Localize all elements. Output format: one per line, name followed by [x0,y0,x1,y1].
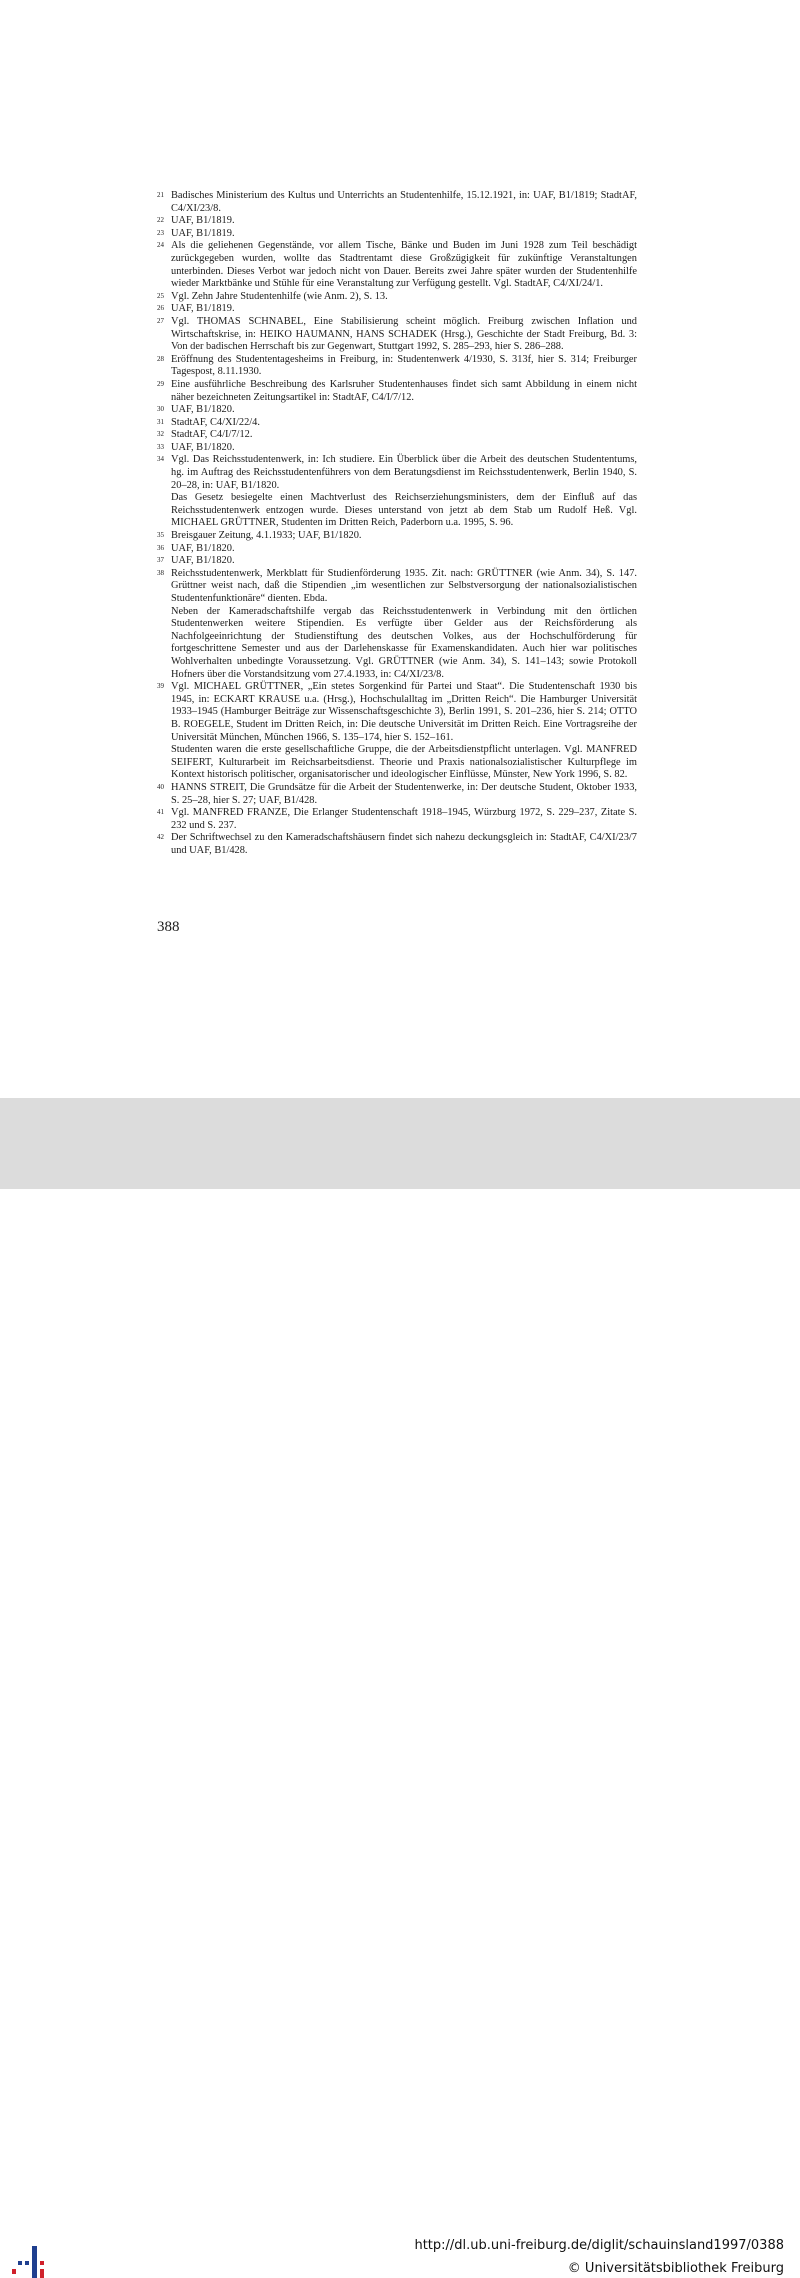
copyright-text: © Universitätsbibliothek Freiburg [567,2261,784,2276]
footnote-number: 28 [157,354,164,363]
footnote-number: 34 [157,455,164,464]
footnote [157,354,637,379]
footnote-number: 22 [157,216,164,225]
footnote-number: 26 [157,304,164,313]
footnote-number: 36 [157,543,164,552]
footnote [157,555,637,568]
footnote-text: UAF, B1/1820. [171,555,235,567]
footnote-number: 42 [157,833,164,842]
viewer-footer-bar [0,1098,800,2276]
footnote-number: 41 [157,808,164,817]
footnote [157,782,637,807]
footnote-text: Vgl. Zehn Jahre Studentenhilfe (wie Anm. 2), S. 13. [171,290,388,302]
footnote-number: 32 [157,430,164,439]
footnote [157,417,637,430]
footnote [157,429,637,442]
footnote-number: 23 [157,228,164,237]
footnote [157,316,637,354]
footnote-number: 40 [157,782,164,791]
footnote-text: UAF, B1/1819. [171,215,235,227]
footnote-text: UAF, B1/1819. [171,303,235,315]
footnote [157,807,637,832]
footnote [157,215,637,228]
footnote [157,404,637,417]
footnote [157,543,637,556]
footnote-text: Vgl. THOMAS SCHNABEL, Eine Stabilisierung scheint möglich. Freiburg zwischen Inflation und Wirtschaftskrise, in: HEIKO HAUMANN, HANS SCHADEK (Hrsg.), Geschichte der Stadt Freiburg, Bd. 3: Von der badischen Herrschaft bis zur Gegenwart, Stuttgart 1992, S. 285–293, hier S. 286–288. [171,315,637,353]
footnote-text: Der Schriftwechsel zu den Kameradschaftshäusern findet sich nahezu deckungsgleich in: StadtAF, C4/XI/23/7 und UAF, B1/428. [171,832,637,856]
footnote-text: Eine ausführliche Beschreibung des Karlsruher Studentenhauses findet sich samt Abbildung in einem nicht näher bezeichneten Zeitungsartikel in: StadtAF, C4/I/7/12. [171,378,637,403]
footnote-number: 24 [157,241,164,250]
document-url-link[interactable]: http://dl.ub.uni-freiburg.de/diglit/schauinsland1997/0388 [414,2238,784,2253]
footnote-text: Reichsstudentenwerk, Merkblatt für Studienförderung 1935. Zit. nach: GRÜTTNER (wie Anm. 34), S. 147. Grüttner weist nach, daß die Stipendien „im wesentlichen zur Selbstversorgung der nationalsozialistischen Studentenfunktionäre“ dienten. Ebda. [171,567,637,604]
footnote-text: HANNS STREIT, Die Grundsätze für die Arbeit der Studentenwerke, in: Der deutsche Student, Oktober 1933, S. 25–28, hier S. 27; UAF, B1/428. [171,781,637,806]
footnote [157,303,637,316]
footnote [157,442,637,455]
footnote-number: 30 [157,405,164,414]
footnote [157,190,637,215]
footnote-number: 29 [157,379,164,388]
footnote-number: 39 [157,682,164,691]
footnote [157,681,637,782]
footnote-text: Studenten waren die erste gesellschaftliche Gruppe, die der Arbeitsdienstpflicht unterlagen. Vgl. MANFRED SEIFERT, Kulturarbeit im Reichsarbeitsdienst. Theorie und Praxis nationalsozialistischer Kulturpflege im Kontext historisch politischer, organisatorischer und ideologischer Einflüsse, Münster, New York 1996, S. 82. [171,744,637,781]
footnote-number: 33 [157,442,164,451]
footnote-text: Vgl. MANFRED FRANZE, Die Erlanger Studentenschaft 1918–1945, Würzburg 1972, S. 229–237, Zitate S. 232 und S. 237. [171,807,637,831]
footnote [157,568,637,681]
footnote-text: UAF, B1/1819. [171,227,235,239]
ub-freiburg-logo-icon [12,2240,50,2278]
footnote [157,240,637,290]
footnote-text: Neben der Kameradschaftshilfe vergab das Reichsstudentenwerk in Verbindung mit den örtlichen Studentenwerken weitere Stipendien. Es verfügte über Gelder aus der Reichsförderung als Nachfolgeeinrichtung der Studienstiftung des deutschen Volkes, aus der Hochschulförderung für fortgeschrittene Semester und aus der Darlehenskasse für Examenskandidaten. Auch hier war politisches Wohlverhalten unbedingte Voraussetzung. Vgl. GRÜTTNER (wie Anm. 34), S. 141–143; sowie Protokoll Hofners über die Vorstandsitzung vom 27.4.1933, in: C4/XI/23/8. [171,605,637,680]
footnote [157,454,637,530]
footnote-text: StadtAF, C4/I/7/12. [171,429,253,441]
footnote-text: UAF, B1/1820. [171,404,235,416]
footnote-text: Das Gesetz besiegelte einen Machtverlust des Reichserziehungsministers, dem der Einfluß auf das Reichsstudentenwerk entzogen wurde. Dieses unterstand von jetzt ab dem Stab um Rudolf Heß. Vgl. MICHAEL GRÜTTNER, Studenten im Dritten Reich, Paderborn u.a. 1995, S. 96. [171,492,637,529]
footnote-text: StadtAF, C4/XI/22/4. [171,416,260,428]
footnote-number: 38 [157,568,164,577]
footnote-text: Als die geliehenen Gegenstände, vor allem Tische, Bänke und Buden im Juni 1928 zum Teil beschädigt zurückgegeben wurden, wollte das Stadtrentamt diese Großzügigkeit für zukünftige Veranstaltungen unterbinden. Dieses Verbot war jedoch nicht von Dauer. Bereits zwei Jahre später wurden der Studentenhilfe wieder Marktbänke und Stühle für eine Veranstaltung zur Verfügung gestellt. Vgl. StadtAF, C4/XI/24/1. [171,240,637,290]
footnote-number: 27 [157,316,164,325]
footnote [157,832,637,857]
page-number: 388 [157,919,180,935]
footnote-number: 35 [157,531,164,540]
footnote-text: UAF, B1/1820. [171,542,235,554]
footnote-text: Badisches Ministerium des Kultus und Unterrichts an Studentenhilfe, 15.12.1921, in: UAF, B1/1819; StadtAF, C4/XI/23/8. [171,190,637,214]
footnote-text: UAF, B1/1820. [171,441,235,453]
footnote-number: 25 [157,291,164,300]
footnote-text: Breisgauer Zeitung, 4.1.1933; UAF, B1/1820. [171,530,362,542]
footnote-number: 37 [157,556,164,565]
document-page [0,0,800,1098]
footnote-number: 31 [157,417,164,426]
footnote-text: Eröffnung des Studententagesheims in Freiburg, in: Studentenwerk 4/1930, S. 313f, hier S. 314; Freiburger Tagespost, 8.11.1930. [171,353,637,378]
footnote [157,530,637,543]
footnote [157,291,637,304]
footnotes-block [157,190,637,857]
footnote [157,228,637,241]
footnote-text: Vgl. Das Reichsstudentenwerk, in: Ich studiere. Ein Überblick über die Arbeit des deutschen Studententums, hg. im Auftrag des Reichsstudentenführers von dem Beratungsdienst im Reichsstudentenwerk, Berlin 1940, S. 20–28, in: UAF, B1/1820. [171,454,637,491]
footnote-text: Vgl. MICHAEL GRÜTTNER, „Ein stetes Sorgenkind für Partei und Staat“. Die Studentenschaft 1930 bis 1945, in: ECKART KRAUSE u.a. (Hrsg.), Hochschulalltag im „Dritten Reich“. Die Hamburger Universität 1933–1945 (Hamburger Beiträge zur Wissenschaftsgeschichte 3), Berlin 1991, S. 201–236, hier S. 214; OTTO B. ROEGELE, Student im Dritten Reich, in: Die deutsche Universität im Dritten Reich. Eine Vortragsreihe der Universität München, München 1966, S. 135–174, hier S. 152–161. [171,681,637,743]
footnote [157,379,637,404]
footnote-number: 21 [157,191,164,199]
